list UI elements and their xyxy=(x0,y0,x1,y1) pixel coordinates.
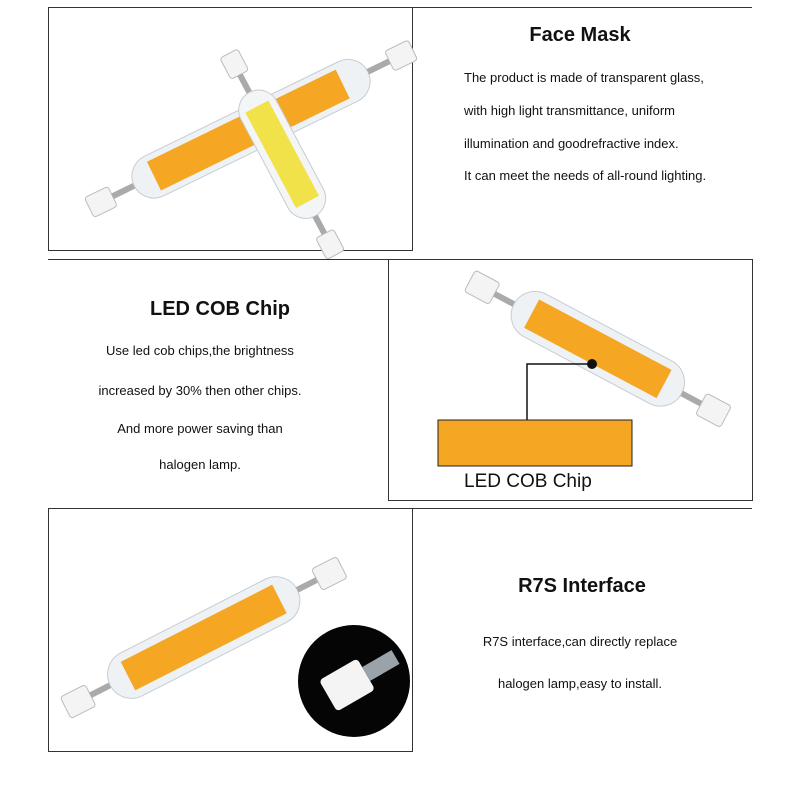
r7s-interface-illustration xyxy=(49,509,414,753)
callout-line xyxy=(527,364,592,420)
section-text-line: illumination and goodrefractive index. xyxy=(464,136,679,151)
divider-line-3 xyxy=(413,508,752,509)
section-text-line: with high light transmittance, uniform xyxy=(464,103,675,118)
divider-line-2 xyxy=(48,259,388,260)
callout-label: LED COB Chip xyxy=(464,471,592,492)
cob-chip-callout-illustration xyxy=(389,260,754,502)
section-text-line: increased by 30% then other chips. xyxy=(98,383,302,398)
section-title-r7s-interface: R7S Interface xyxy=(518,575,646,597)
section-text-line: And more power saving than xyxy=(117,421,283,436)
section-title-led-cob-chip: LED COB Chip xyxy=(150,298,290,320)
section-text-line: The product is made of transparent glass, xyxy=(464,70,704,85)
section-title-face-mask: Face Mask xyxy=(529,24,631,46)
product-image-frame-2 xyxy=(388,259,753,501)
divider-line-1 xyxy=(413,7,752,8)
product-image-frame-3 xyxy=(48,508,413,752)
section-text-line: halogen lamp,easy to install. xyxy=(497,676,663,691)
cob-chip-zoom xyxy=(438,420,632,466)
section-text-line: It can meet the needs of all-round lighting. xyxy=(464,168,707,183)
product-image-frame-1 xyxy=(48,7,413,251)
section-text-line: halogen lamp. xyxy=(159,457,241,472)
section-text-line: R7S interface,can directly replace xyxy=(482,634,678,649)
section-text-line: Use led cob chips,the brightness xyxy=(106,343,294,358)
glass-lamps-illustration xyxy=(49,8,414,252)
